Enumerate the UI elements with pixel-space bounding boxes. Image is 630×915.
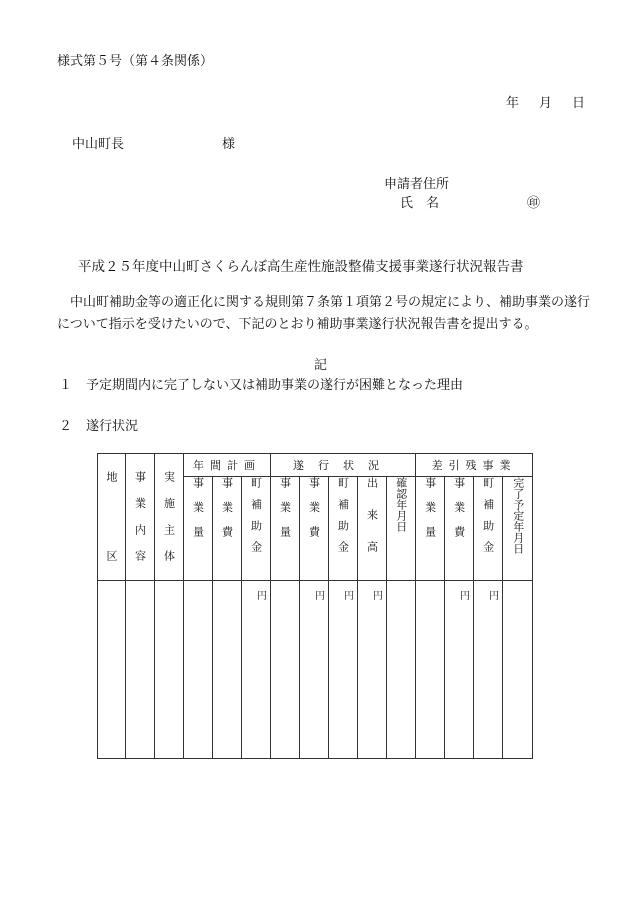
- seal-mark: ㊞: [527, 196, 541, 211]
- cell-content: [126, 581, 155, 759]
- item-1-number: １: [59, 378, 73, 393]
- header-prog-subsidy: 町補助金: [329, 477, 358, 581]
- cell-rem-cost: 円: [445, 581, 474, 759]
- cell-rem-subsidy: 円: [474, 581, 503, 759]
- group-progress: 遂行状況: [271, 454, 416, 477]
- item-2-number: ２: [59, 419, 73, 434]
- cell-prog-confirm: [387, 581, 416, 759]
- header-prog-qty: 事業量: [271, 477, 300, 581]
- header-plan-qty: 事業量: [184, 477, 213, 581]
- header-prog-output: 出来高: [358, 477, 387, 581]
- header-prog-confirm: 確認年月日: [387, 477, 416, 581]
- group-plan: 年間計画: [184, 454, 271, 477]
- header-rem-cost: 事業費: [445, 477, 474, 581]
- applicant-name-label: 氏 名: [400, 196, 440, 211]
- form-label: 様式第５号（第４条関係）: [57, 54, 214, 69]
- date-day: 日: [571, 96, 585, 111]
- header-rem-qty: 事業量: [416, 477, 445, 581]
- item-1: [59, 374, 463, 393]
- addressee: [72, 133, 235, 152]
- cell-executor: [155, 581, 184, 759]
- header-plan-subsidy: 町補助金: [242, 477, 271, 581]
- header-prog-cost: 事業費: [300, 477, 329, 581]
- group-remaining: 差引残事業: [416, 454, 533, 477]
- item-2-text: 遂行状況: [86, 419, 139, 434]
- status-table: [97, 453, 533, 759]
- header-area: 地区: [98, 454, 126, 581]
- cell-prog-subsidy: 円: [329, 581, 358, 759]
- item-1-text: 予定期間内に完了しない又は補助事業の遂行が困難となった理由: [86, 378, 464, 393]
- addressee-name: 中山町長: [72, 137, 125, 152]
- cell-plan-subsidy: 円: [242, 581, 271, 759]
- header-content: 事業内容: [126, 454, 155, 581]
- item-2: [59, 415, 138, 434]
- header-plan-cost: 事業費: [213, 477, 242, 581]
- cell-prog-qty: [271, 581, 300, 759]
- cell-prog-cost: 円: [300, 581, 329, 759]
- ki-marker: 記: [314, 358, 328, 373]
- date-year: 年: [505, 96, 519, 111]
- header-rem-complete: 完了予定年月日: [503, 477, 533, 581]
- date-line: [486, 92, 585, 111]
- header-executor: 実施主体: [155, 454, 184, 581]
- date-month: 月: [538, 96, 552, 111]
- cell-plan-qty: [184, 581, 213, 759]
- addressee-honorific: 様: [222, 137, 236, 152]
- applicant-name-line: [400, 192, 540, 211]
- cell-rem-qty: [416, 581, 445, 759]
- body-paragraph: 中山町補助金等の適正化に関する規則第７条第１項第２号の規定により、補助事業の遂行について指示を受けたいので、下記のとおり補助事業遂行状況報告書を提出する。: [57, 295, 591, 332]
- cell-plan-cost: [213, 581, 242, 759]
- cell-rem-complete: [503, 581, 533, 759]
- document-title: 平成２５年度中山町さくらんぼ高生産性施設整備支援事業遂行状況報告書: [78, 259, 524, 275]
- cell-prog-output: 円: [358, 581, 387, 759]
- cell-area: [98, 581, 126, 759]
- applicant-address-label: 申請者住所: [384, 177, 450, 192]
- header-rem-subsidy: 町補助金: [474, 477, 503, 581]
